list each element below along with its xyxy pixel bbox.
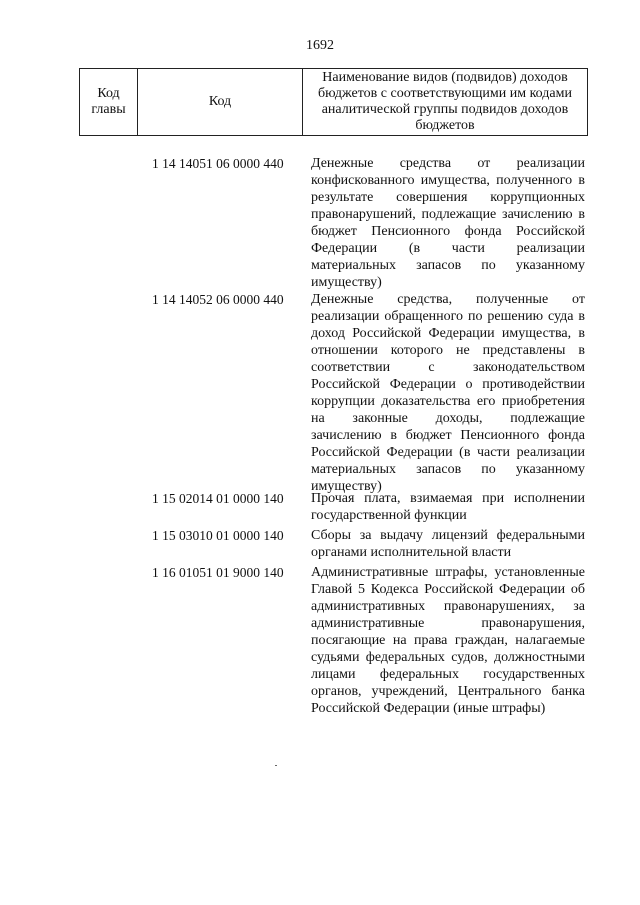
header-name: Наименование видов (подвидов) доходов бюджетов с соответствующими им кодами аналитической группы подвидов доходов бюджетов: [318, 70, 572, 133]
header-code: Код: [138, 69, 303, 135]
income-description: Административные штрафы, установленные Главой 5 Кодекса Российской Федерации об административных правонарушениях, за административные правонарушения, посягающие на права граждан, налагаемые судьями федеральных судов, должностными лицами федеральных государственных органов, учреждений, Центрального банка Российской Федерации (иные штрафы): [311, 565, 585, 716]
income-code: 1 16 01051 01 9000 140: [152, 565, 284, 580]
income-code: 1 15 02014 01 0000 140: [152, 491, 284, 506]
income-description: Денежные средства от реализации конфискованного имущества, полученного в результате совершения коррупционных правонарушений, подлежащие зачислению в бюджет Пенсионного фонда Российской Федерации (в части реализации материальных запасов по указанному имуществу): [311, 156, 585, 290]
page-number: 1692: [306, 38, 334, 53]
income-description: Сборы за выдачу лицензий федеральными органами исполнительной власти: [311, 528, 585, 560]
income-description: Прочая плата, взимаемая при исполнении государственной функции: [311, 491, 585, 523]
table-header: [79, 68, 588, 136]
header-chapter-code: Код главы: [80, 69, 138, 135]
income-code: 1 14 14051 06 0000 440: [152, 156, 284, 171]
income-code: 1 14 14052 06 0000 440: [152, 292, 284, 307]
income-code: 1 15 03010 01 0000 140: [152, 528, 284, 543]
income-description: Денежные средства, полученные от реализации обращенного по решению суда в доход Российской Федерации имущества, в отношении которого не представлены в соответствии с законодательством Российской Федерации о противодействии коррупции доказательства его приобретения на законные доходы, подлежащие зачислению в бюджет Пенсионного фонда Российской Федерации (в части реализации материальных запасов по указанному имуществу): [311, 292, 585, 494]
scan-speck: [275, 765, 277, 766]
